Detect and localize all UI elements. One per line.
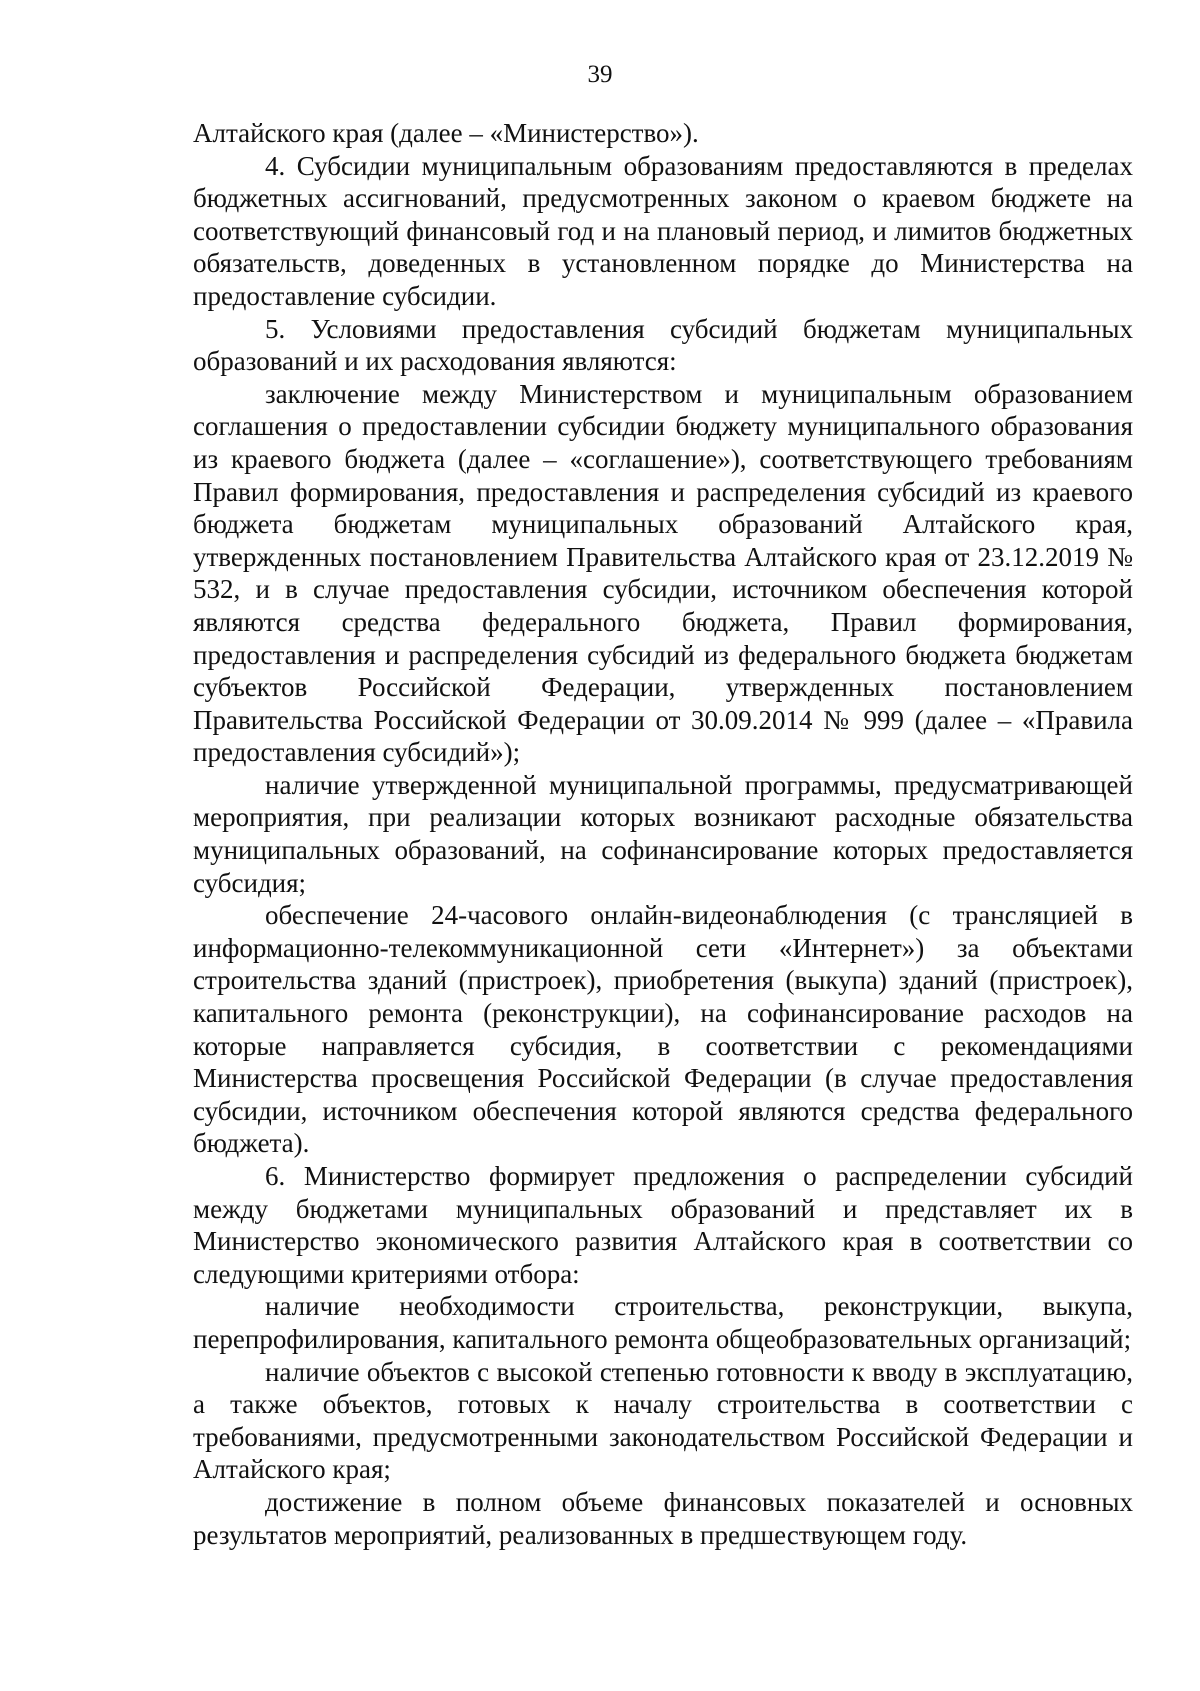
- paragraph-item-6: 6. Министерство формирует предложения о распределении субсидий между бюджетами муниципальных образований и представляет их в Министерство экономического развития Алтайского края в соответствии со следующими критериями отбора:: [193, 1161, 1133, 1289]
- paragraph-item-4: 4. Субсидии муниципальным образованиям предоставляются в пределах бюджетных ассигнований, предусмотренных законом о краевом бюджете на соответствующий финансовый год и на плановый период, и лимитов бюджетных обязательств, доведенных в установленном порядке до Министерства на предоставление субсидии.: [193, 150, 1133, 311]
- document-body: [193, 117, 1133, 1551]
- paragraph-item-5: 5. Условиями предоставления субсидий бюджетам муниципальных образований и их расходования являются:: [193, 313, 1133, 377]
- paragraph-condition-video-surveillance: обеспечение 24-часового онлайн-видеонаблюдения (с трансляцией в информационно-телекоммуникационной сети «Интернет») за объектами строительства зданий (пристроек), приобретения (выкупа) зданий (пристроек), капитального ремонта (реконструкции), на софинансирование расходов на которые направляется субсидия, в соответствии с рекомендациями Министерства просвещения Российской Федерации (в случае предоставления субсидии, источником обеспечения которой являются средства федерального бюджета).: [193, 900, 1133, 1159]
- paragraph-criterion-necessity: наличие необходимости строительства, реконструкции, выкупа, перепрофилирования, капитального ремонта общеобразовательных организаций;: [193, 1291, 1133, 1354]
- paragraph-criterion-readiness: наличие объектов с высокой степенью готовности к вводу в эксплуатацию, а также объектов, готовых к началу строительства в соответствии с требованиями, предусмотренными законодательством Российской Федерации и Алтайского края;: [193, 1356, 1133, 1485]
- paragraph-criterion-achievement: достижение в полном объеме финансовых показателей и основных результатов мероприятий, реализованных в предшествующем году.: [193, 1486, 1133, 1550]
- paragraph-continuation: Алтайского края (далее – «Министерство»).: [193, 118, 699, 148]
- page-number: 39: [587, 61, 613, 88]
- paragraph-condition-program: наличие утвержденной муниципальной программы, предусматривающей мероприятия, при реализации которых возникают расходные обязательства муниципальных образований, на софинансирование которых предоставляется субсидия;: [193, 769, 1133, 898]
- paragraph-condition-agreement: заключение между Министерством и муниципальным образованием соглашения о предоставлении субсидии бюджету муниципального образования из краевого бюджета (далее – «соглашение»), соответствующего требованиям Правил формирования, предоставления и распределения субсидий из краевого бюджета бюджетам муниципальных образований Алтайского края, утвержденных постановлением Правительства Алтайского края от 23.12.2019 № 532, и в случае предоставления субсидии, источником обеспечения которой являются средства федерального бюджета, Правил формирования, предоставления и распределения субсидий из федерального бюджета бюджетам субъектов Российской Федерации, утвержденных постановлением Правительства Российской Федерации от 30.09.2014 № 999 (далее – «Правила предоставления субсидий»);: [193, 378, 1133, 768]
